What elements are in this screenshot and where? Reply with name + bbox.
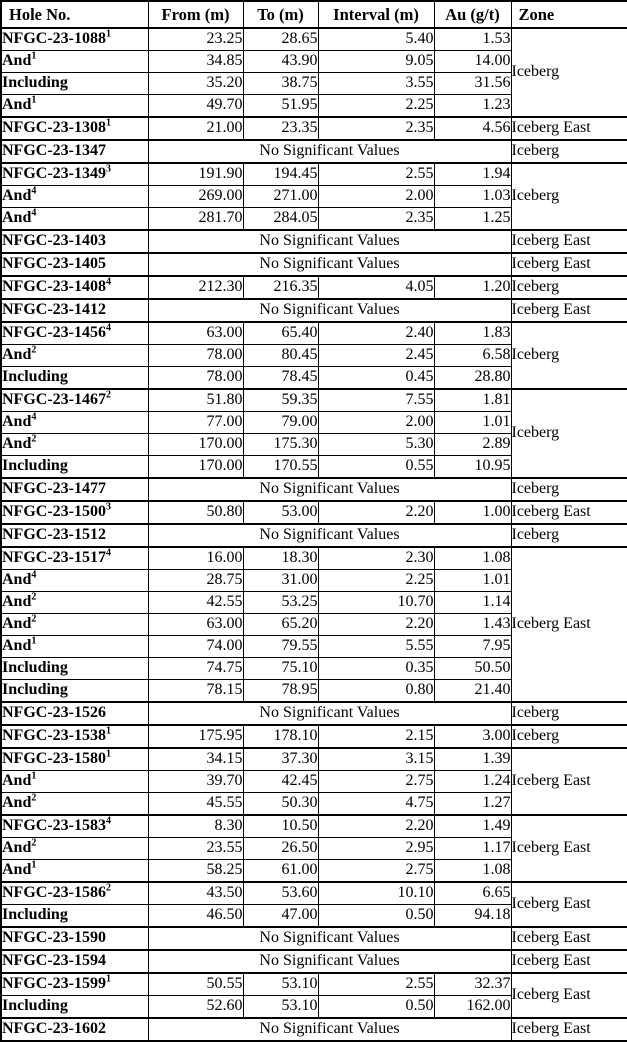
au-cell: 3.00: [434, 725, 511, 748]
footnote-superscript: 4: [105, 322, 111, 334]
interval-cell: 4.75: [318, 793, 434, 816]
footnote-superscript: 1: [105, 748, 111, 760]
from-cell: 74.00: [148, 636, 243, 658]
interval-cell: 5.30: [318, 434, 434, 456]
au-cell: 1.01: [434, 412, 511, 434]
footnote-superscript: 4: [105, 276, 111, 288]
hole-no-cell: And$^2$: [1, 838, 148, 860]
zone-cell: Iceberg: [511, 478, 627, 501]
hole-no-cell: NFGC-23-1308$^1$: [1, 117, 148, 140]
to-cell: 178.10: [243, 725, 318, 748]
interval-cell: 0.50: [318, 996, 434, 1019]
zone-cell: Iceberg: [511, 322, 627, 389]
from-cell: 78.00: [148, 367, 243, 390]
footnote-superscript: 3: [105, 163, 111, 175]
table-row: [1, 950, 627, 973]
from-cell: 63.00: [148, 322, 243, 345]
from-cell: 35.20: [148, 73, 243, 95]
to-cell: 31.00: [243, 570, 318, 592]
table-row: [1, 524, 627, 547]
interval-cell: 2.35: [318, 117, 434, 140]
to-cell: 194.45: [243, 163, 318, 186]
header-cell-to: To (m): [243, 1, 318, 28]
hole-no-cell: NFGC-23-1590: [1, 927, 148, 950]
from-cell: 50.80: [148, 501, 243, 524]
results-table-body: [1, 28, 627, 1041]
from-cell: 58.25: [148, 860, 243, 883]
to-cell: 51.95: [243, 95, 318, 118]
zone-cell: Iceberg East: [511, 1018, 627, 1041]
interval-cell: 4.05: [318, 276, 434, 299]
hole-no-cell: NFGC-23-1412: [1, 299, 148, 322]
hole-no-cell: And$^1$: [1, 51, 148, 73]
zone-cell: Iceberg East: [511, 299, 627, 322]
table-row: [1, 117, 627, 140]
au-cell: 1.00: [434, 501, 511, 524]
au-cell: 1.08: [434, 860, 511, 883]
footnote-superscript: 1: [105, 28, 111, 40]
table-row: [1, 702, 627, 725]
from-cell: 51.80: [148, 389, 243, 412]
au-cell: 6.65: [434, 882, 511, 905]
zone-cell: Iceberg East: [511, 927, 627, 950]
to-cell: 50.30: [243, 793, 318, 816]
hole-no-cell: NFGC-23-1349$^3$: [1, 163, 148, 186]
from-cell: 43.50: [148, 882, 243, 905]
interval-cell: 2.45: [318, 345, 434, 367]
to-cell: 79.55: [243, 636, 318, 658]
footnote-superscript: 1: [31, 770, 37, 782]
to-cell: 65.40: [243, 322, 318, 345]
hole-no-cell: NFGC-23-1599$^1$: [1, 973, 148, 996]
au-cell: 14.00: [434, 51, 511, 73]
from-cell: 170.00: [148, 434, 243, 456]
footnote-superscript: 1: [31, 859, 37, 871]
footnote-superscript: 2: [31, 613, 37, 625]
zone-cell: Iceberg East: [511, 973, 627, 1018]
hole-no-cell: And$^1$: [1, 860, 148, 883]
au-cell: 4.56: [434, 117, 511, 140]
zone-cell: Iceberg: [511, 725, 627, 748]
to-cell: 53.25: [243, 592, 318, 614]
footnote-superscript: 4: [31, 411, 37, 423]
hole-no-cell: And$^2$: [1, 793, 148, 816]
hole-no-cell: Including: [1, 996, 148, 1019]
hole-no-cell: NFGC-23-1408$^4$: [1, 276, 148, 299]
to-cell: 18.30: [243, 547, 318, 570]
from-cell: 74.75: [148, 658, 243, 680]
au-cell: 1.20: [434, 276, 511, 299]
from-cell: 77.00: [148, 412, 243, 434]
to-cell: 79.00: [243, 412, 318, 434]
au-cell: 1.94: [434, 163, 511, 186]
hole-no-cell: And$^4$: [1, 570, 148, 592]
to-cell: 271.00: [243, 186, 318, 208]
hole-no-cell: And$^4$: [1, 186, 148, 208]
hole-no-cell: NFGC-23-1526: [1, 702, 148, 725]
header-cell-zone: Zone: [511, 1, 627, 28]
from-cell: 42.55: [148, 592, 243, 614]
hole-no-cell: NFGC-23-1580$^1$: [1, 748, 148, 771]
interval-cell: 9.05: [318, 51, 434, 73]
interval-cell: 2.75: [318, 771, 434, 793]
zone-cell: Iceberg East: [511, 117, 627, 140]
from-cell: 78.15: [148, 680, 243, 703]
footnote-superscript: 2: [31, 344, 37, 356]
footnote-superscript: 4: [105, 815, 111, 827]
footnote-superscript: 1: [105, 725, 111, 737]
footnote-superscript: 4: [31, 207, 37, 219]
table-row: [1, 725, 627, 748]
interval-cell: 2.15: [318, 725, 434, 748]
header-cell-interval: Interval (m): [318, 1, 434, 28]
hole-no-cell: NFGC-23-1477: [1, 478, 148, 501]
interval-cell: 0.45: [318, 367, 434, 390]
to-cell: 175.30: [243, 434, 318, 456]
footnote-superscript: 1: [31, 94, 37, 106]
au-cell: 28.80: [434, 367, 511, 390]
footnote-superscript: 4: [31, 185, 37, 197]
interval-cell: 10.70: [318, 592, 434, 614]
interval-cell: 2.25: [318, 570, 434, 592]
au-cell: 1.27: [434, 793, 511, 816]
hole-no-cell: NFGC-23-1586$^2$: [1, 882, 148, 905]
footnote-superscript: 2: [31, 433, 37, 445]
no-significant-values-cell: No Significant Values: [148, 299, 511, 322]
to-cell: 78.45: [243, 367, 318, 390]
to-cell: 38.75: [243, 73, 318, 95]
table-header-row: [1, 1, 627, 28]
from-cell: 46.50: [148, 905, 243, 928]
footnote-superscript: 4: [105, 547, 111, 559]
table-row: [1, 927, 627, 950]
au-cell: 1.14: [434, 592, 511, 614]
from-cell: 269.00: [148, 186, 243, 208]
no-significant-values-cell: No Significant Values: [148, 524, 511, 547]
from-cell: 34.85: [148, 51, 243, 73]
hole-no-cell: And$^2$: [1, 345, 148, 367]
no-significant-values-cell: No Significant Values: [148, 950, 511, 973]
au-cell: 1.83: [434, 322, 511, 345]
zone-cell: Iceberg: [511, 28, 627, 117]
interval-cell: 0.50: [318, 905, 434, 928]
header-cell-hole-no: Hole No.: [1, 1, 148, 28]
hole-no-cell: Including: [1, 680, 148, 703]
au-cell: 1.81: [434, 389, 511, 412]
au-cell: 32.37: [434, 973, 511, 996]
no-significant-values-cell: No Significant Values: [148, 927, 511, 950]
from-cell: 34.15: [148, 748, 243, 771]
header-cell-au: Au (g/t): [434, 1, 511, 28]
table-row: [1, 1018, 627, 1041]
interval-cell: 2.55: [318, 163, 434, 186]
table-row: [1, 547, 627, 570]
zone-cell: Iceberg East: [511, 882, 627, 927]
interval-cell: 0.35: [318, 658, 434, 680]
hole-no-cell: And$^2$: [1, 614, 148, 636]
hole-no-cell: NFGC-23-1403: [1, 230, 148, 253]
zone-cell: Iceberg: [511, 389, 627, 478]
zone-cell: Iceberg: [511, 276, 627, 299]
interval-cell: 2.35: [318, 208, 434, 231]
interval-cell: 2.95: [318, 838, 434, 860]
au-cell: 1.03: [434, 186, 511, 208]
hole-no-cell: NFGC-23-1456$^4$: [1, 322, 148, 345]
au-cell: 6.58: [434, 345, 511, 367]
from-cell: 50.55: [148, 973, 243, 996]
to-cell: 61.00: [243, 860, 318, 883]
au-cell: 94.18: [434, 905, 511, 928]
hole-no-cell: And$^2$: [1, 434, 148, 456]
au-cell: 1.23: [434, 95, 511, 118]
hole-no-cell: Including: [1, 456, 148, 479]
from-cell: 63.00: [148, 614, 243, 636]
table-row: [1, 28, 627, 51]
no-significant-values-cell: No Significant Values: [148, 253, 511, 276]
to-cell: 65.20: [243, 614, 318, 636]
from-cell: 281.70: [148, 208, 243, 231]
hole-no-cell: NFGC-23-1602: [1, 1018, 148, 1041]
to-cell: 53.60: [243, 882, 318, 905]
to-cell: 53.10: [243, 996, 318, 1019]
au-cell: 1.17: [434, 838, 511, 860]
au-cell: 31.56: [434, 73, 511, 95]
table-row: [1, 973, 627, 996]
hole-no-cell: NFGC-23-1405: [1, 253, 148, 276]
hole-no-cell: Including: [1, 73, 148, 95]
to-cell: 80.45: [243, 345, 318, 367]
zone-cell: Iceberg East: [511, 253, 627, 276]
header-cell-from: From (m): [148, 1, 243, 28]
footnote-superscript: 1: [31, 50, 37, 62]
hole-no-cell: Including: [1, 658, 148, 680]
table-row: [1, 389, 627, 412]
footnote-superscript: 3: [105, 501, 111, 513]
interval-cell: 2.20: [318, 815, 434, 838]
to-cell: 53.00: [243, 501, 318, 524]
to-cell: 43.90: [243, 51, 318, 73]
footnote-superscript: 2: [31, 591, 37, 603]
table-row: [1, 748, 627, 771]
footnote-superscript: 2: [31, 792, 37, 804]
table-row: [1, 253, 627, 276]
zone-cell: Iceberg: [511, 524, 627, 547]
table-row: [1, 322, 627, 345]
from-cell: 8.30: [148, 815, 243, 838]
au-cell: 1.39: [434, 748, 511, 771]
interval-cell: 2.40: [318, 322, 434, 345]
hole-no-cell: And$^4$: [1, 208, 148, 231]
zone-cell: Iceberg East: [511, 748, 627, 815]
au-cell: 1.53: [434, 28, 511, 51]
zone-cell: Iceberg: [511, 140, 627, 163]
interval-cell: 7.55: [318, 389, 434, 412]
au-cell: 1.43: [434, 614, 511, 636]
from-cell: 52.60: [148, 996, 243, 1019]
to-cell: 284.05: [243, 208, 318, 231]
au-cell: 21.40: [434, 680, 511, 703]
au-cell: 1.24: [434, 771, 511, 793]
from-cell: 191.90: [148, 163, 243, 186]
table-row: [1, 815, 627, 838]
au-cell: 1.49: [434, 815, 511, 838]
to-cell: 23.35: [243, 117, 318, 140]
from-cell: 23.55: [148, 838, 243, 860]
zone-cell: Iceberg: [511, 163, 627, 230]
interval-cell: 3.55: [318, 73, 434, 95]
hole-no-cell: NFGC-23-1467$^2$: [1, 389, 148, 412]
table-row: [1, 276, 627, 299]
footnote-superscript: 1: [105, 117, 111, 129]
table-row: [1, 882, 627, 905]
interval-cell: 2.00: [318, 186, 434, 208]
to-cell: 47.00: [243, 905, 318, 928]
au-cell: 1.08: [434, 547, 511, 570]
hole-no-cell: And$^2$: [1, 592, 148, 614]
hole-no-cell: NFGC-23-1500$^3$: [1, 501, 148, 524]
from-cell: 21.00: [148, 117, 243, 140]
hole-no-cell: And$^1$: [1, 636, 148, 658]
interval-cell: 0.55: [318, 456, 434, 479]
interval-cell: 0.80: [318, 680, 434, 703]
au-cell: 162.00: [434, 996, 511, 1019]
hole-no-cell: Including: [1, 905, 148, 928]
zone-cell: Iceberg East: [511, 230, 627, 253]
hole-no-cell: NFGC-23-1088$^1$: [1, 28, 148, 51]
to-cell: 28.65: [243, 28, 318, 51]
to-cell: 75.10: [243, 658, 318, 680]
table-row: [1, 140, 627, 163]
interval-cell: 3.15: [318, 748, 434, 771]
au-cell: 1.01: [434, 570, 511, 592]
zone-cell: Iceberg East: [511, 547, 627, 702]
hole-no-cell: And$^4$: [1, 412, 148, 434]
footnote-superscript: 1: [105, 973, 111, 985]
table-row: [1, 478, 627, 501]
zone-cell: Iceberg East: [511, 815, 627, 882]
interval-cell: 2.55: [318, 973, 434, 996]
interval-cell: 2.00: [318, 412, 434, 434]
zone-cell: Iceberg: [511, 702, 627, 725]
to-cell: 42.45: [243, 771, 318, 793]
interval-cell: 2.20: [318, 501, 434, 524]
hole-no-cell: And$^1$: [1, 771, 148, 793]
au-cell: 7.95: [434, 636, 511, 658]
from-cell: 212.30: [148, 276, 243, 299]
to-cell: 59.35: [243, 389, 318, 412]
hole-no-cell: NFGC-23-1512: [1, 524, 148, 547]
from-cell: 16.00: [148, 547, 243, 570]
from-cell: 170.00: [148, 456, 243, 479]
zone-cell: Iceberg East: [511, 501, 627, 524]
hole-no-cell: And$^1$: [1, 95, 148, 118]
footnote-superscript: 4: [31, 569, 37, 581]
no-significant-values-cell: No Significant Values: [148, 478, 511, 501]
footnote-superscript: 1: [31, 635, 37, 647]
au-cell: 10.95: [434, 456, 511, 479]
from-cell: 23.25: [148, 28, 243, 51]
interval-cell: 2.30: [318, 547, 434, 570]
table-row: [1, 230, 627, 253]
hole-no-cell: NFGC-23-1583$^4$: [1, 815, 148, 838]
to-cell: 78.95: [243, 680, 318, 703]
to-cell: 53.10: [243, 973, 318, 996]
table-row: [1, 501, 627, 524]
from-cell: 175.95: [148, 725, 243, 748]
footnote-superscript: 2: [105, 389, 111, 401]
no-significant-values-cell: No Significant Values: [148, 702, 511, 725]
footnote-superscript: 2: [31, 837, 37, 849]
hole-no-cell: NFGC-23-1594: [1, 950, 148, 973]
interval-cell: 5.55: [318, 636, 434, 658]
au-cell: 2.89: [434, 434, 511, 456]
from-cell: 45.55: [148, 793, 243, 816]
from-cell: 78.00: [148, 345, 243, 367]
to-cell: 216.35: [243, 276, 318, 299]
interval-cell: 10.10: [318, 882, 434, 905]
from-cell: 28.75: [148, 570, 243, 592]
interval-cell: 5.40: [318, 28, 434, 51]
interval-cell: 2.25: [318, 95, 434, 118]
from-cell: 39.70: [148, 771, 243, 793]
to-cell: 26.50: [243, 838, 318, 860]
to-cell: 37.30: [243, 748, 318, 771]
no-significant-values-cell: No Significant Values: [148, 1018, 511, 1041]
interval-cell: 2.20: [318, 614, 434, 636]
to-cell: 10.50: [243, 815, 318, 838]
table-row: [1, 299, 627, 322]
hole-no-cell: NFGC-23-1517$^4$: [1, 547, 148, 570]
hole-no-cell: NFGC-23-1347: [1, 140, 148, 163]
hole-no-cell: NFGC-23-1538$^1$: [1, 725, 148, 748]
no-significant-values-cell: No Significant Values: [148, 230, 511, 253]
zone-cell: Iceberg East: [511, 950, 627, 973]
from-cell: 49.70: [148, 95, 243, 118]
au-cell: 50.50: [434, 658, 511, 680]
au-cell: 1.25: [434, 208, 511, 231]
footnote-superscript: 2: [105, 882, 111, 894]
interval-cell: 2.75: [318, 860, 434, 883]
table-row: [1, 163, 627, 186]
to-cell: 170.55: [243, 456, 318, 479]
hole-no-cell: Including: [1, 367, 148, 390]
no-significant-values-cell: No Significant Values: [148, 140, 511, 163]
